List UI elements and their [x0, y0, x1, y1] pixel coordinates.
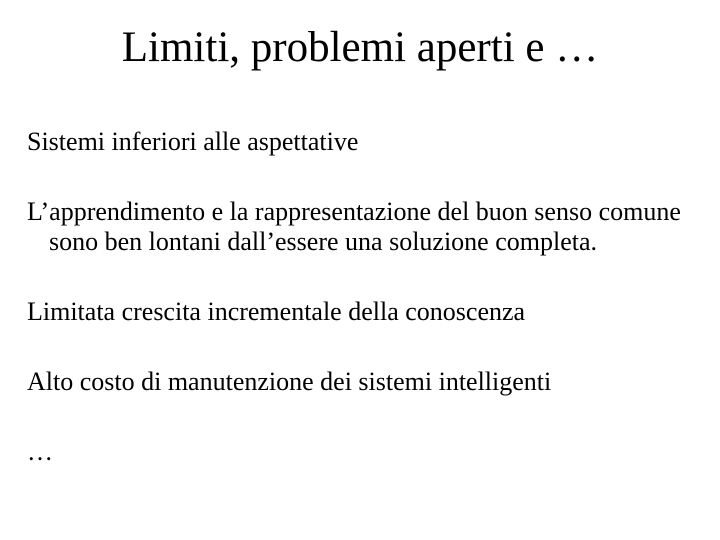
bullet-item: Alto costo di manutenzione dei sistemi intelligenti [27, 367, 552, 396]
slide-title: Limiti, problemi aperti e … [121, 24, 599, 71]
bullet-list [27, 127, 687, 507]
bullet-item: … [27, 437, 53, 466]
bullet-item: L’apprendimento e la rappresentazione del buon senso comune sono ben lontani dall’essere una soluzione completa. [27, 197, 681, 256]
bullet-item: Sistemi inferiori alle aspettative [27, 127, 359, 156]
bullet-item: Limitata crescita incrementale della conoscenza [27, 297, 526, 326]
